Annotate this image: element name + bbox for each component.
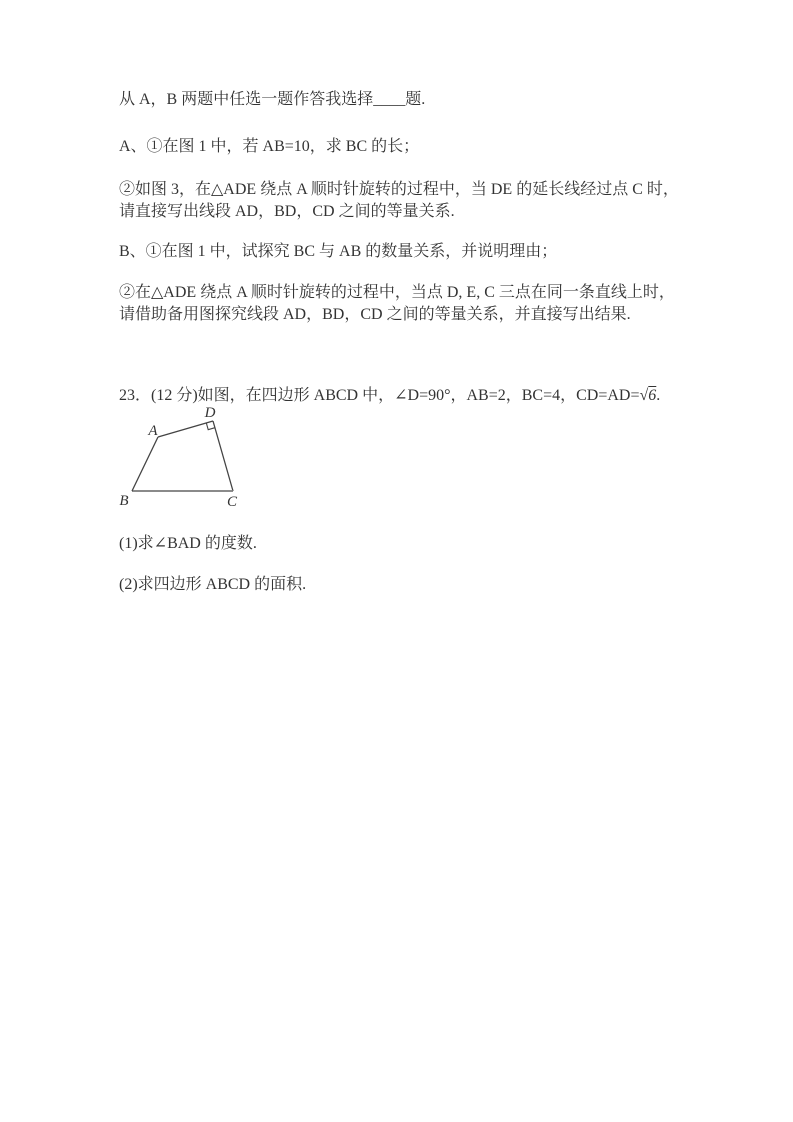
option-a-part2-line2: 请直接写出线段 AD，BD，CD 之间的等量关系. [119, 203, 455, 220]
question-23-stem-text: 23．(12 分)如图，在四边形 ABCD 中，∠D=90°，AB=2，BC=4，CD=AD= [119, 387, 640, 404]
stem-period: . [656, 387, 661, 404]
vertex-label-d: D [204, 405, 216, 421]
option-b-part1-line: B、①在图 1 中，试探究 BC 与 AB 的数量关系，并说明理由； [119, 243, 558, 260]
option-b-part2-line2: 请借助备用图探究线段 AD，BD，CD 之间的等量关系，并直接写出结果. [119, 306, 631, 323]
quadrilateral-svg [110, 404, 260, 514]
vertex-label-b: B [119, 493, 129, 509]
option-a-part1-line: A、①在图 1 中，若 AB=10，求 BC 的长； [119, 138, 420, 155]
edge-ad [158, 421, 213, 437]
edge-dc [213, 421, 233, 491]
quadrilateral-abcd-figure [110, 404, 260, 514]
edge-ba [132, 437, 158, 491]
option-b-part2-line1: ②在△ADE 绕点 A 顺时针旋转的过程中，当点 D, E, C 三点在同一条直线上时， [119, 284, 675, 301]
vertex-label-c: C [226, 494, 238, 510]
radical-sign: √ [639, 387, 649, 404]
question-23-part1-line: (1)求∠BAD 的度数. [119, 535, 257, 552]
vertex-label-a: A [148, 423, 158, 439]
option-a-part2-line1: ②如图 3，在△ADE 绕点 A 顺时针旋转的过程中，当 DE 的延长线经过点 C 时， [119, 181, 679, 198]
question-23-part2-line: (2)求四边形 ABCD 的面积. [119, 576, 307, 593]
radicand-value: 6 [648, 387, 657, 404]
choice-instruction-line: 从 A，B 两题中任选一题作答我选择____题. [119, 91, 426, 108]
